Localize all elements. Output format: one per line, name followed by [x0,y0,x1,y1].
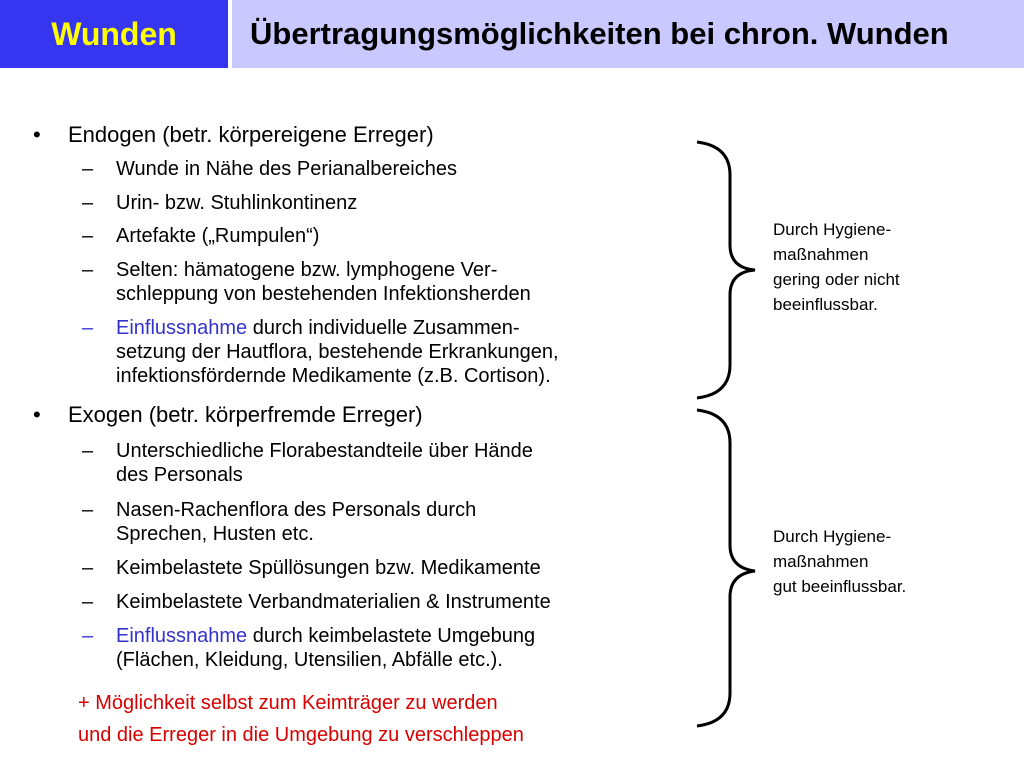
dash-marker: – [82,259,94,281]
dash-marker: – [82,499,94,521]
endogen-heading: Endogen (betr. körpereigene Erreger) [68,122,434,147]
note-line: gut beeinflussbar. [773,577,907,596]
exogen-item-line: des Personals [116,464,243,486]
footer-note-line: + Möglichkeit selbst zum Keimträger zu werden [78,692,498,714]
exogen-item-line: (Flächen, Kleidung, Utensilien, Abfälle etc.). [116,649,503,671]
page-title: Übertragungsmöglichkeiten bei chron. Wunden [250,16,949,51]
endogen-item-line: schleppung von bestehenden Infektionsherden [116,283,531,305]
dash-marker: – [82,192,94,214]
endogen-item-line: setzung der Hautflora, bestehende Erkrankungen, [116,341,559,363]
endogen-item: Urin- bzw. Stuhlinkontinenz [116,192,358,214]
exogen-item-line: Sprechen, Husten etc. [116,523,314,545]
footer-note-line: und die Erreger in die Umgebung zu verschleppen [78,724,524,746]
exogen-item: Keimbelastete Verbandmaterialien & Instrumente [116,591,551,613]
note-line: Durch Hygiene- [773,527,892,546]
endogen-item-line: Selten: hämatogene bzw. lymphogene Ver- [116,259,498,281]
note-line: maßnahmen [773,245,869,264]
bullet-marker: • [33,402,41,427]
dash-marker: – [82,625,94,647]
note-line: gering oder nicht [773,270,900,289]
bullet-marker: • [33,122,41,147]
dash-marker: – [82,317,94,339]
item-text: durch keimbelastete Umgebung [247,625,536,647]
highlight-text: Einflussnahme [116,317,248,339]
dash-marker: – [82,440,94,462]
endogen-item: Artefakte („Rumpulen“) [116,225,320,247]
dash-marker: – [82,158,94,180]
note-line: beeinflussbar. [773,295,878,314]
highlight-text: Einflussnahme [116,625,248,647]
endogen-item: Wunde in Nähe des Perianalbereiches [116,158,457,180]
dash-marker: – [82,557,94,579]
endogen-note [773,217,900,317]
exogen-item: Keimbelastete Spüllösungen bzw. Medikamente [116,557,541,579]
note-line: Durch Hygiene- [773,220,892,239]
dash-marker: – [82,591,94,613]
lower-curly-brace [697,410,755,726]
exogen-heading: Exogen (betr. körperfremde Erreger) [68,402,423,427]
exogen-note [773,524,906,599]
section-title: Wunden [51,15,177,52]
endogen-item-line: infektionsfördernde Medikamente (z.B. Cortison). [116,365,551,387]
dash-marker: – [82,225,94,247]
exogen-item-line: Unterschiedliche Florabestandteile über Hände [116,440,533,462]
note-line: maßnahmen [773,552,869,571]
exogen-item-line: Nasen-Rachenflora des Personals durch [116,499,477,521]
upper-curly-brace [697,142,755,398]
item-text: durch individuelle Zusammen- [247,317,520,339]
